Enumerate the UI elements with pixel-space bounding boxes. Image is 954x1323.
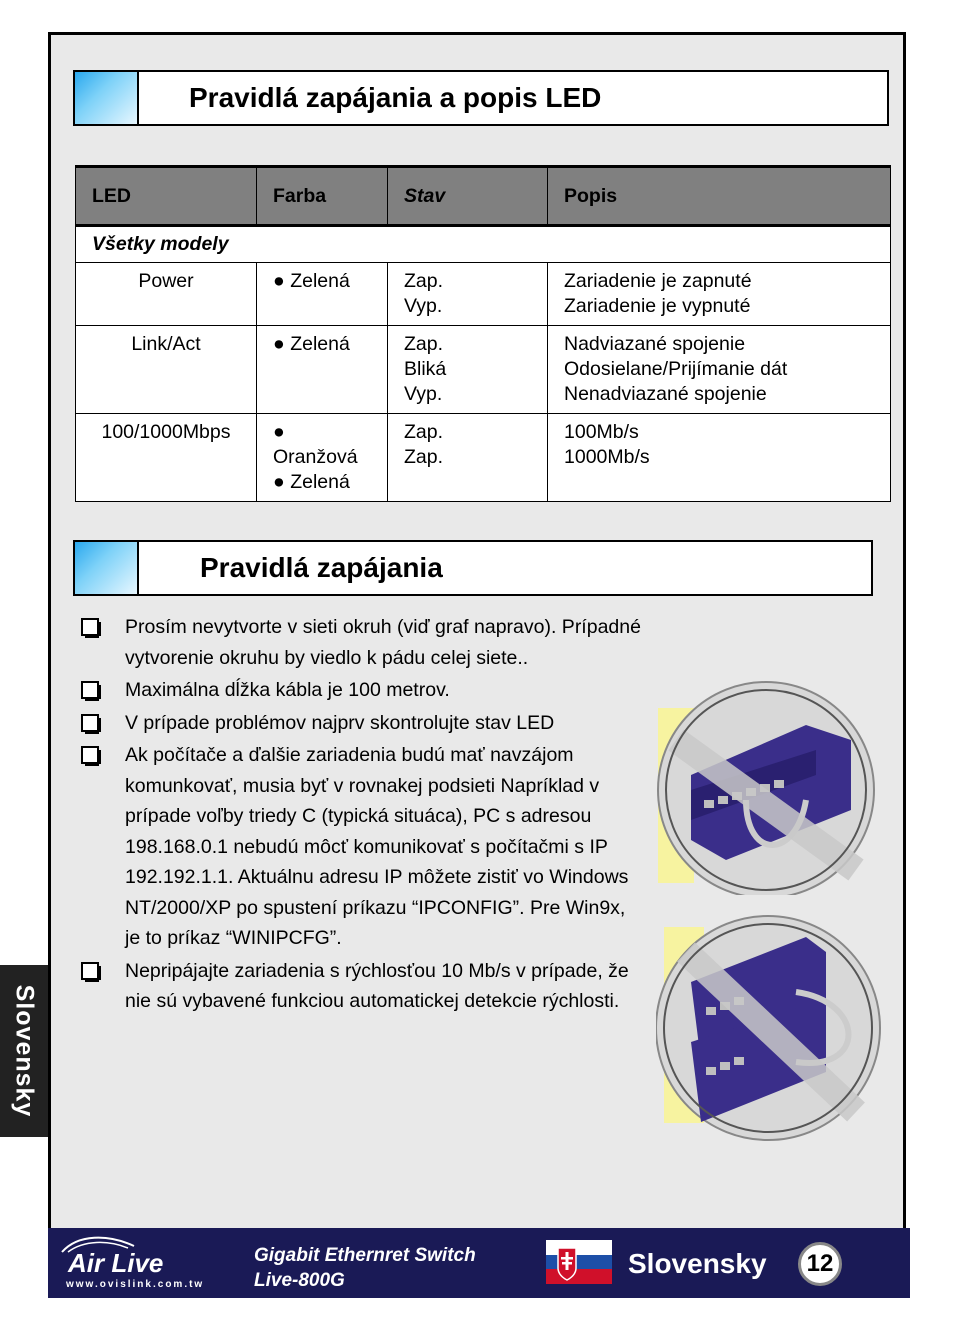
- cell-farba: [257, 414, 388, 502]
- no-loop-illustration-bottom: [656, 912, 884, 1144]
- column-header-popis: Popis: [548, 167, 891, 226]
- slovak-flag-icon: [546, 1240, 612, 1284]
- cell-line: Zap.: [404, 421, 444, 443]
- cell-stav: [388, 326, 548, 414]
- table-header-row: [76, 167, 891, 226]
- rule-item: [81, 708, 641, 739]
- product-name: [254, 1243, 476, 1293]
- language-side-tab: [0, 965, 48, 1137]
- cell-farba: [257, 263, 388, 326]
- rule-text: Maximálna dĺžka kábla je 100 metrov.: [125, 679, 450, 701]
- cell-led: Power: [76, 263, 257, 326]
- footer: [48, 1228, 910, 1298]
- cell-line: 100Mb/s: [564, 421, 639, 443]
- rule-item: [81, 956, 641, 1017]
- no-loop-illustration-top: [656, 680, 884, 895]
- table-group-row: [76, 226, 891, 263]
- checkbox-bullet-icon: [81, 681, 99, 699]
- cell-line: ● Zelená: [273, 471, 350, 493]
- cell-led: 100/1000Mbps: [76, 414, 257, 502]
- checkbox-bullet-icon: [81, 962, 99, 980]
- cell-line: Zap.: [404, 333, 444, 355]
- rule-item: [81, 612, 641, 673]
- side-tab-label: Slovensky: [10, 984, 39, 1118]
- cell-line: Nenadviazané spojenie: [564, 383, 767, 405]
- checkbox-bullet-icon: [81, 618, 99, 636]
- cell-line: Odosielane/Prijímanie dát: [564, 358, 788, 380]
- column-header-farba: Farba: [257, 167, 388, 226]
- cell-line: Zariadenie je vypnuté: [564, 295, 751, 317]
- rule-item: [81, 675, 641, 706]
- product-line-2: Live-800G: [254, 1270, 345, 1291]
- cell-line: ● Zelená: [273, 270, 350, 292]
- rules-list: [81, 612, 641, 1019]
- column-header-led: LED: [76, 167, 257, 226]
- cell-line: ●: [273, 421, 285, 443]
- page-number: 12: [798, 1242, 842, 1286]
- rule-item: [81, 740, 641, 954]
- footer-language: Slovensky: [628, 1248, 767, 1279]
- header-gradient-icon: [75, 542, 139, 594]
- section-header-rules: [73, 540, 873, 596]
- cell-line: ● Zelená: [273, 333, 350, 355]
- checkbox-bullet-icon: [81, 714, 99, 732]
- cell-popis: [548, 263, 891, 326]
- section-title: Pravidlá zapájania a popis LED: [189, 82, 602, 113]
- cell-led: Link/Act: [76, 326, 257, 414]
- cell-line: 1000Mb/s: [564, 446, 650, 468]
- table-row: [76, 414, 891, 502]
- cell-stav: [388, 263, 548, 326]
- cell-stav: [388, 414, 548, 502]
- cell-line: Zap.: [404, 446, 444, 468]
- cell-line: Vyp.: [404, 383, 443, 405]
- rule-text: Prosím nevytvorte v sieti okruh (viď graf napravo). Prípadné vytvorenie okruhu by viedlo k pádu celej siete..: [125, 616, 641, 669]
- product-line-1: Gigabit Ethernret Switch: [254, 1245, 476, 1266]
- cell-line: Zap.: [404, 270, 444, 292]
- airlive-logo: Air Live: [68, 1248, 164, 1278]
- cell-line: Oranžová: [273, 446, 358, 468]
- cell-line: Bliká: [404, 358, 447, 380]
- logo-url: www.ovislink.com.tw: [66, 1279, 205, 1290]
- rule-text: V prípade problémov najprv skontrolujte stav LED: [125, 711, 555, 734]
- checkbox-bullet-icon: [81, 746, 99, 764]
- section-header-led: [73, 70, 889, 126]
- cell-popis: [548, 326, 891, 414]
- cell-farba: [257, 326, 388, 414]
- cell-popis: [548, 414, 891, 502]
- rule-text: Nepripájajte zariadenia s rýchlosťou 10 Mb/s v prípade, že nie sú vybavené funkciou automatickej detekcie rýchlosti.: [125, 959, 629, 1012]
- led-table: [75, 165, 891, 502]
- cell-line: Nadviazané spojenie: [564, 333, 746, 355]
- header-gradient-icon: [75, 72, 139, 124]
- column-header-stav: Stav: [388, 167, 548, 226]
- table-row: [76, 263, 891, 326]
- group-label: Všetky modely: [76, 226, 891, 263]
- cell-line: Zariadenie je zapnuté: [564, 270, 752, 292]
- table-row: [76, 326, 891, 414]
- cell-line: Vyp.: [404, 295, 443, 317]
- rule-text: Ak počítače a ďalšie zariadenia budú mať navzájom komunkovať, musia byť v rovnakej podsieti Napríklad v prípade voľby triedy C (typická situáca), PC s adresou 198.168.0.1 nebudú môcť komunikovať s počítačmi s IP 192.192.1.1. Aktuálnu adresu IP môžete zistiť vo Windows NT/2000/XP po spustení príkazu “IPCONFIG”. Pre Win9x, je to príkaz “WINIPCFG”.: [125, 744, 629, 949]
- section-title: Pravidlá zapájania: [200, 552, 443, 583]
- page-frame: [48, 32, 906, 1298]
